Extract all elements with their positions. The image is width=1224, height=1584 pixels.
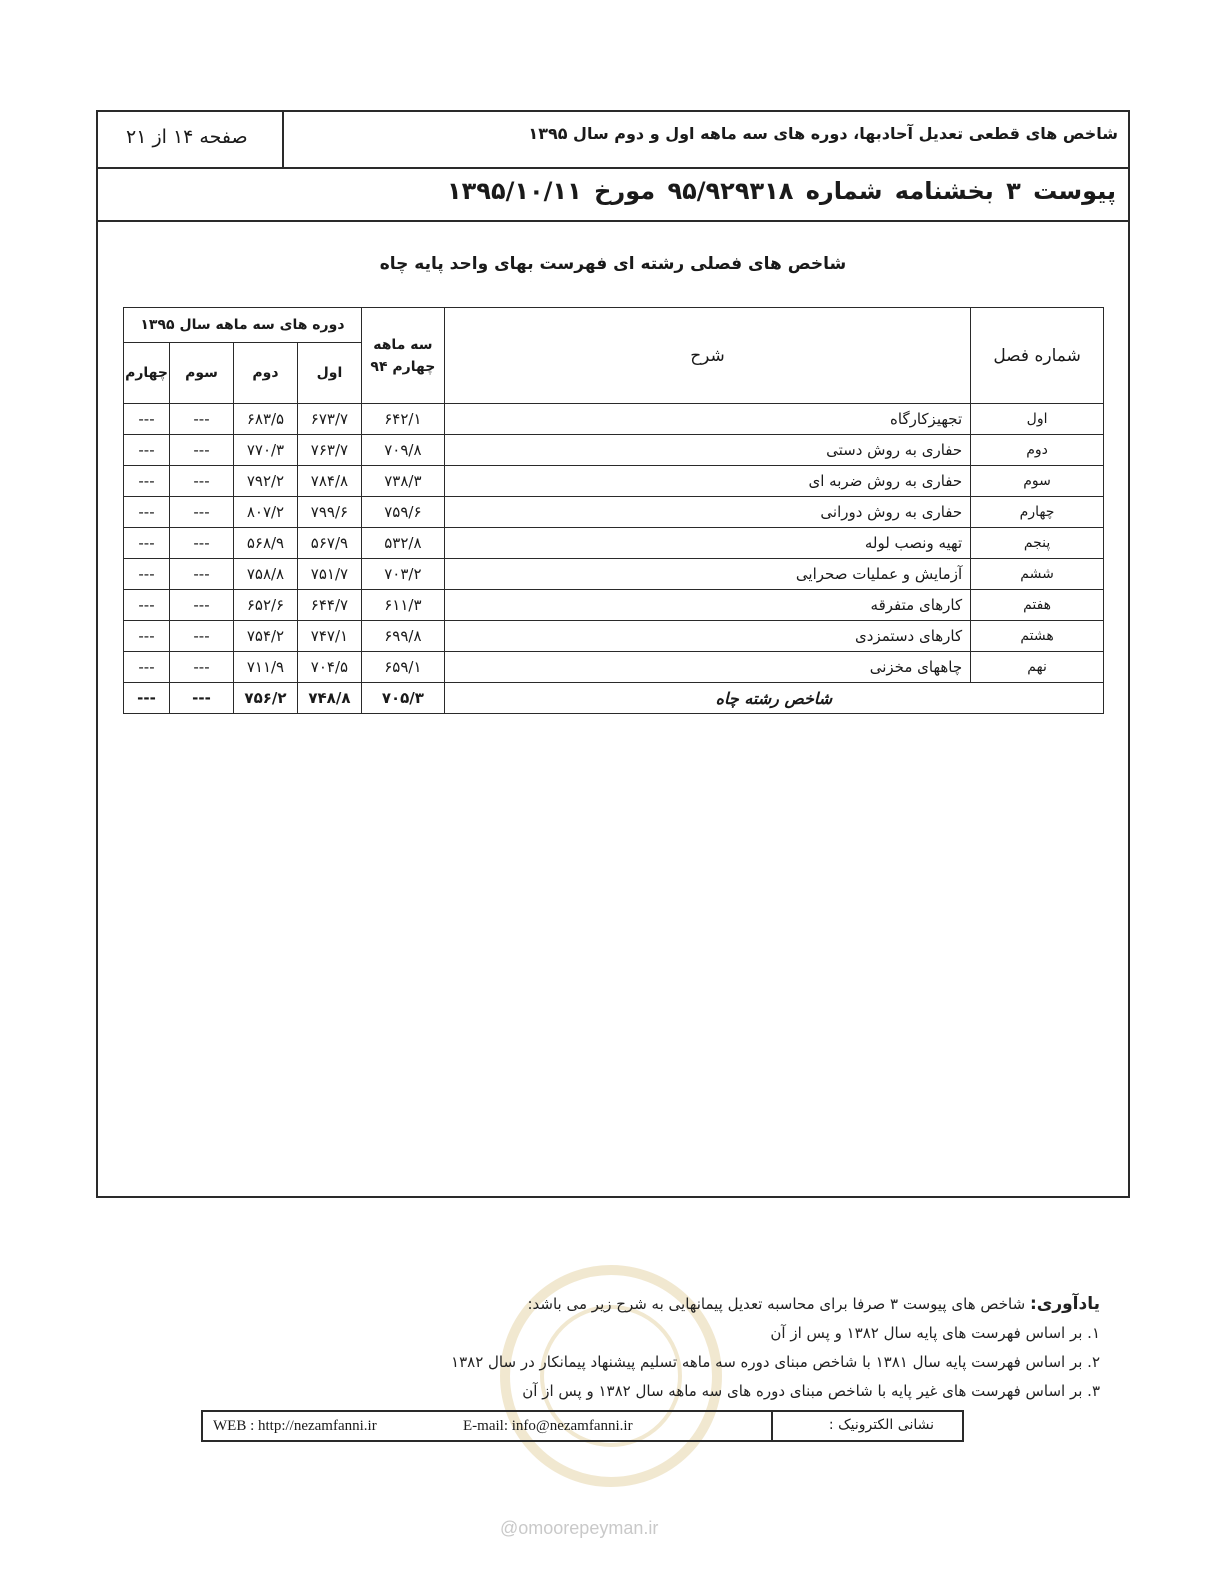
col-group-header: دوره های سه ماهه سال ۱۳۹۵ bbox=[124, 308, 362, 343]
address-label: نشانی الکترونیک : bbox=[828, 1417, 934, 1433]
table-row bbox=[124, 559, 1104, 590]
base-cell: ۶۹۹/۸ bbox=[361, 621, 444, 652]
q1-cell: ۷۰۴/۵ bbox=[297, 652, 361, 683]
q1-cell: ۷۶۳/۷ bbox=[297, 435, 361, 466]
description-cell: کارهای دستمزدی bbox=[444, 621, 970, 652]
q1-cell: ۷۴۷/۱ bbox=[297, 621, 361, 652]
description-cell: آزمایش و عملیات صحرایی bbox=[444, 559, 970, 590]
chapter-cell: ششم bbox=[971, 559, 1104, 590]
q2-cell: ۸۰۷/۲ bbox=[234, 497, 298, 528]
q4-cell: --- bbox=[124, 497, 170, 528]
col-header-chapter: شماره فصل bbox=[971, 308, 1104, 404]
table-row bbox=[124, 497, 1104, 528]
q1-cell: ۷۵۱/۷ bbox=[297, 559, 361, 590]
notes-intro-line bbox=[451, 1290, 1100, 1319]
chapter-cell: نهم bbox=[971, 652, 1104, 683]
col-header-base-line2: چهارم ۹۴ bbox=[370, 358, 436, 375]
chapter-cell: هفتم bbox=[971, 590, 1104, 621]
description-cell: حفاری به روش دورانی bbox=[444, 497, 970, 528]
watermark-text: @omoorepeyman.ir bbox=[500, 1518, 659, 1538]
q2-cell: ۷۷۰/۳ bbox=[234, 435, 298, 466]
table-row bbox=[124, 590, 1104, 621]
q1-cell: ۶۷۳/۷ bbox=[297, 404, 361, 435]
description-cell: تجهیزکارگاه bbox=[444, 404, 970, 435]
col-header-q4: چهارم bbox=[124, 343, 170, 404]
document-title: شاخص های قطعی تعدیل آحادبها، دوره های سه ماهه اول و دوم سال ۱۳۹۵ bbox=[528, 124, 1118, 143]
note-item: ۳. بر اساس فهرست های غیر پایه با شاخص مبنای دوره های سه ماهه سال ۱۳۸۲ و پس از آن bbox=[522, 1382, 1100, 1400]
base-cell: ۷۵۹/۶ bbox=[361, 497, 444, 528]
total-q2-cell: ۷۵۶/۲ bbox=[234, 683, 298, 714]
q4-cell: --- bbox=[124, 652, 170, 683]
table-title: شاخص های فصلی رشته ای فهرست بهای واحد پایه چاه bbox=[379, 254, 847, 274]
website-link[interactable]: WEB : http://nezamfanni.ir bbox=[213, 1418, 377, 1434]
table-row bbox=[124, 404, 1104, 435]
col-header-q2: دوم bbox=[234, 343, 298, 404]
index-table bbox=[123, 307, 1104, 714]
q3-cell: --- bbox=[170, 621, 234, 652]
q4-cell: --- bbox=[124, 466, 170, 497]
q3-cell: --- bbox=[170, 404, 234, 435]
col-header-base bbox=[361, 308, 444, 404]
chapter-cell: پنجم bbox=[971, 528, 1104, 559]
chapter-cell: دوم bbox=[971, 435, 1104, 466]
q4-cell: --- bbox=[124, 621, 170, 652]
base-cell: ۵۳۲/۸ bbox=[361, 528, 444, 559]
q2-cell: ۷۹۲/۲ bbox=[234, 466, 298, 497]
q1-cell: ۶۴۴/۷ bbox=[297, 590, 361, 621]
address-label-cell bbox=[771, 1412, 962, 1440]
table-row bbox=[124, 435, 1104, 466]
col-header-q3: سوم bbox=[170, 343, 234, 404]
chapter-cell: اول bbox=[971, 404, 1104, 435]
chapter-cell: هشتم bbox=[971, 621, 1104, 652]
q2-cell: ۷۱۱/۹ bbox=[234, 652, 298, 683]
q3-cell: --- bbox=[170, 528, 234, 559]
page-number-cell bbox=[98, 112, 284, 167]
base-cell: ۶۵۹/۱ bbox=[361, 652, 444, 683]
description-cell: کارهای متفرقه bbox=[444, 590, 970, 621]
q1-cell: ۷۸۴/۸ bbox=[297, 466, 361, 497]
q4-cell: --- bbox=[124, 404, 170, 435]
q2-cell: ۷۵۴/۲ bbox=[234, 621, 298, 652]
page-number: صفحه ۱۴ از ۲۱ bbox=[126, 126, 248, 148]
q3-cell: --- bbox=[170, 590, 234, 621]
annex-title: پیوست ۳ بخشنامه شماره ۹۵/۹۲۹۳۱۸ مورخ ۱۳۹۵/۱۰/۱۱ bbox=[447, 177, 1116, 205]
q1-cell: ۷۹۹/۶ bbox=[297, 497, 361, 528]
total-base-cell: ۷۰۵/۳ bbox=[361, 683, 444, 714]
base-cell: ۷۰۳/۲ bbox=[361, 559, 444, 590]
note-item: ۲. بر اساس فهرست پایه سال ۱۳۸۱ با شاخص مبنای دوره سه ماهه تسلیم پیشنهاد پیمانکار در سال ۱۳۸۲ bbox=[451, 1353, 1100, 1371]
q2-cell: ۵۶۸/۹ bbox=[234, 528, 298, 559]
notes-intro: شاخص های پیوست ۳ صرفا برای محاسبه تعدیل پیمانهایی به شرح زیر می باشد: bbox=[527, 1295, 1030, 1313]
notes-block bbox=[451, 1290, 1100, 1406]
col-header-q1: اول bbox=[297, 343, 361, 404]
q4-cell: --- bbox=[124, 559, 170, 590]
col-header-base-line1: سه ماهه bbox=[373, 336, 433, 353]
total-q3-cell: --- bbox=[170, 683, 234, 714]
q1-cell: ۵۶۷/۹ bbox=[297, 528, 361, 559]
chapter-cell: سوم bbox=[971, 466, 1104, 497]
table-row bbox=[124, 466, 1104, 497]
base-cell: ۷۰۹/۸ bbox=[361, 435, 444, 466]
description-cell: حفاری به روش ضربه ای bbox=[444, 466, 970, 497]
total-row bbox=[124, 683, 1104, 714]
q2-cell: ۶۸۳/۵ bbox=[234, 404, 298, 435]
q3-cell: --- bbox=[170, 652, 234, 683]
total-q4-cell: --- bbox=[124, 683, 170, 714]
q2-cell: ۷۵۸/۸ bbox=[234, 559, 298, 590]
table-row bbox=[124, 528, 1104, 559]
q3-cell: --- bbox=[170, 435, 234, 466]
col-header-description: شرح bbox=[444, 308, 970, 404]
q3-cell: --- bbox=[170, 466, 234, 497]
notes-lead: یادآوری: bbox=[1029, 1294, 1100, 1314]
contact-box bbox=[201, 1410, 964, 1442]
q2-cell: ۶۵۲/۶ bbox=[234, 590, 298, 621]
description-cell: تهیه ونصب لوله bbox=[444, 528, 970, 559]
base-cell: ۷۳۸/۳ bbox=[361, 466, 444, 497]
header-row bbox=[98, 112, 1128, 169]
q4-cell: --- bbox=[124, 590, 170, 621]
description-cell: حفاری به روش دستی bbox=[444, 435, 970, 466]
annex-row bbox=[98, 169, 1128, 222]
total-q1-cell: ۷۴۸/۸ bbox=[297, 683, 361, 714]
q4-cell: --- bbox=[124, 435, 170, 466]
base-cell: ۶۱۱/۳ bbox=[361, 590, 444, 621]
description-cell: چاههای مخزنی bbox=[444, 652, 970, 683]
q3-cell: --- bbox=[170, 497, 234, 528]
email-link[interactable]: E-mail: info@nezamfanni.ir bbox=[463, 1418, 633, 1434]
q3-cell: --- bbox=[170, 559, 234, 590]
total-label: شاخص رشته چاه bbox=[444, 683, 1103, 714]
document-frame bbox=[96, 110, 1130, 1198]
note-item: ۱. بر اساس فهرست های پایه سال ۱۳۸۲ و پس از آن bbox=[770, 1324, 1100, 1342]
chapter-cell: چهارم bbox=[971, 497, 1104, 528]
table-row bbox=[124, 621, 1104, 652]
base-cell: ۶۴۲/۱ bbox=[361, 404, 444, 435]
table-row bbox=[124, 652, 1104, 683]
q4-cell: --- bbox=[124, 528, 170, 559]
